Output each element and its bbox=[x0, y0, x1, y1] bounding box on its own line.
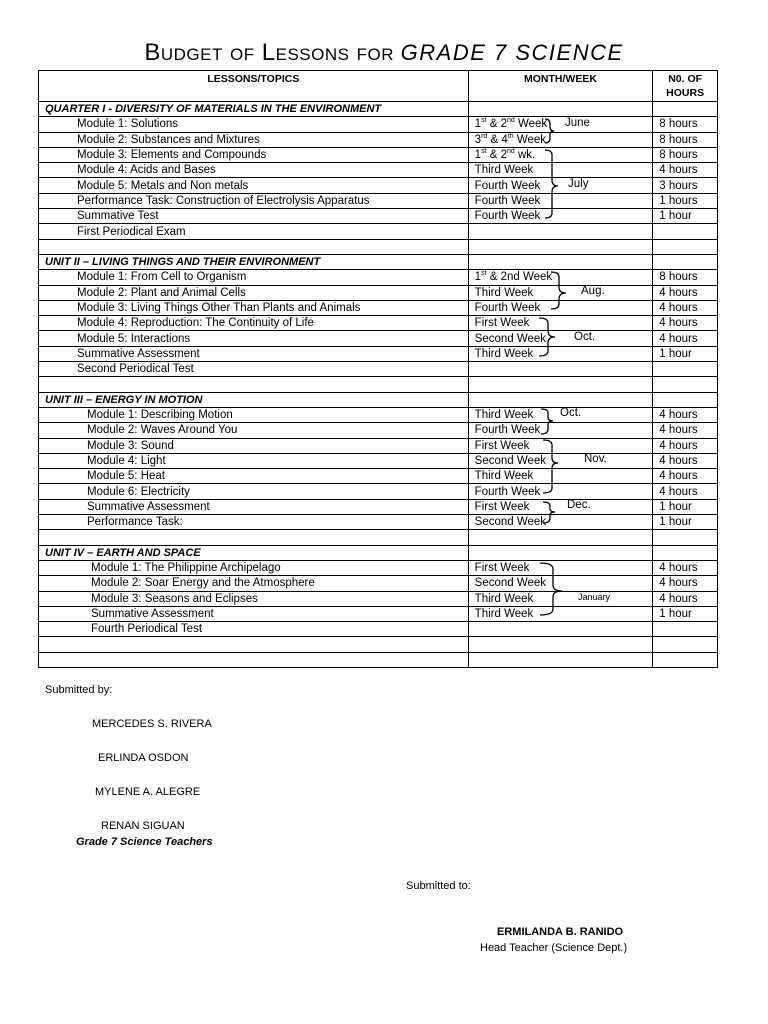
table-row bbox=[39, 147, 718, 162]
table-row bbox=[39, 560, 718, 575]
hours-cell: 8 hours bbox=[653, 117, 718, 132]
hours-cell: 4 hours bbox=[653, 316, 718, 331]
blank-row bbox=[39, 637, 718, 652]
month-week-cell bbox=[468, 530, 653, 545]
hours-cell bbox=[653, 377, 718, 392]
topic-cell bbox=[39, 637, 469, 652]
month-label-january: January bbox=[578, 592, 611, 602]
blank-row bbox=[39, 652, 718, 667]
teacher-1: MERCEDES S. RIVERA bbox=[92, 718, 212, 730]
hours-cell: 4 hours bbox=[653, 469, 718, 484]
topic-cell bbox=[39, 377, 469, 392]
hours-cell: 4 hours bbox=[653, 285, 718, 300]
month-label-dec: Dec. bbox=[567, 499, 591, 511]
submitted-to-label: Submitted to: bbox=[406, 880, 471, 892]
hours-cell: 4 hours bbox=[653, 484, 718, 499]
table-row bbox=[39, 606, 718, 621]
topic-cell: Module 2: Substances and Mixtures bbox=[39, 132, 469, 147]
month-week-cell bbox=[468, 239, 653, 254]
month-week-cell: First Week bbox=[468, 499, 653, 514]
submitted-by-label: Submitted by: bbox=[45, 684, 113, 696]
hours-cell bbox=[653, 637, 718, 652]
table-row bbox=[39, 622, 718, 637]
month-week-cell: 1st & 2nd Week bbox=[468, 270, 653, 285]
table-row bbox=[39, 270, 718, 285]
month-week-cell bbox=[468, 362, 653, 377]
topic-cell bbox=[39, 239, 469, 254]
page-title bbox=[0, 38, 768, 68]
topic-cell: Summative Test bbox=[39, 209, 469, 224]
month-week-cell: Fourth Week bbox=[468, 423, 653, 438]
header-hours bbox=[653, 71, 718, 102]
teacher-3: MYLENE A. ALEGRE bbox=[95, 786, 201, 798]
topic-cell: Module 2: Waves Around You bbox=[39, 423, 469, 438]
topic-cell: Module 3: Sound bbox=[39, 438, 469, 453]
topic-cell: Module 2: Soar Energy and the Atmosphere bbox=[39, 576, 469, 591]
header-hours-line2: HOURS bbox=[666, 87, 705, 99]
hours-cell bbox=[653, 530, 718, 545]
month-week-cell: Fourth Week bbox=[468, 193, 653, 208]
month-week-cell bbox=[468, 652, 653, 667]
topic-cell: Fourth Periodical Test bbox=[39, 622, 469, 637]
hours-cell bbox=[653, 102, 718, 117]
table-row bbox=[39, 193, 718, 208]
table-row bbox=[39, 163, 718, 178]
blank-row bbox=[39, 530, 718, 545]
topic-cell: Performance Task: Construction of Electrolysis Apparatus bbox=[39, 193, 469, 208]
title-part2: GRADE 7 SCIENCE bbox=[400, 40, 624, 65]
title-part1: Budget of Lessons for bbox=[144, 39, 395, 66]
section-row bbox=[39, 254, 718, 269]
hours-cell bbox=[653, 545, 718, 560]
hours-cell: 1 hour bbox=[653, 209, 718, 224]
table-row bbox=[39, 453, 718, 468]
table-row bbox=[39, 178, 718, 193]
section-row bbox=[39, 102, 718, 117]
topic-cell: Module 4: Acids and Bases bbox=[39, 163, 469, 178]
table-row bbox=[39, 362, 718, 377]
topic-cell: Module 3: Seasons and Eclipses bbox=[39, 591, 469, 606]
hours-cell: 1 hour bbox=[653, 499, 718, 514]
hours-cell: 4 hours bbox=[653, 163, 718, 178]
table-row bbox=[39, 469, 718, 484]
month-week-cell: Fourth Week bbox=[468, 484, 653, 499]
hours-cell: 3 hours bbox=[653, 178, 718, 193]
month-week-cell: Second Week bbox=[468, 576, 653, 591]
hours-cell: 4 hours bbox=[653, 438, 718, 453]
topic-cell: QUARTER I - DIVERSITY OF MATERIALS IN THE ENVIRONMENT bbox=[39, 102, 469, 117]
table-row bbox=[39, 484, 718, 499]
hours-cell bbox=[653, 652, 718, 667]
month-week-cell: 3rd & 4th Week bbox=[468, 132, 653, 147]
header-month-week: MONTH/WEEK bbox=[468, 71, 653, 102]
month-week-cell: Fourth Week bbox=[468, 300, 653, 315]
hours-cell: 4 hours bbox=[653, 331, 718, 346]
table-row bbox=[39, 515, 718, 530]
table-row bbox=[39, 576, 718, 591]
hours-cell: 1 hour bbox=[653, 515, 718, 530]
hours-cell bbox=[653, 224, 718, 239]
topic-cell: Performance Task: bbox=[39, 515, 469, 530]
blank-row bbox=[39, 239, 718, 254]
month-label-july: July bbox=[568, 178, 589, 190]
month-week-cell bbox=[468, 254, 653, 269]
month-week-cell: Third Week bbox=[468, 285, 653, 300]
hours-cell: 4 hours bbox=[653, 591, 718, 606]
hours-cell: 8 hours bbox=[653, 132, 718, 147]
teachers-role: Grade 7 Science Teachers bbox=[76, 836, 213, 848]
table-row bbox=[39, 331, 718, 346]
month-week-cell: Second Week bbox=[468, 331, 653, 346]
hours-cell: 4 hours bbox=[653, 560, 718, 575]
month-week-cell: Second Week bbox=[468, 515, 653, 530]
month-week-cell: Fourth Week bbox=[468, 209, 653, 224]
topic-cell: UNIT III – ENERGY IN MOTION bbox=[39, 392, 469, 407]
hours-cell: 1 hours bbox=[653, 193, 718, 208]
hours-cell bbox=[653, 239, 718, 254]
month-week-cell: 1st & 2nd Week bbox=[468, 117, 653, 132]
topic-cell: Module 5: Interactions bbox=[39, 331, 469, 346]
topic-cell: Module 1: Describing Motion bbox=[39, 407, 469, 422]
month-week-cell: Fourth Week bbox=[468, 178, 653, 193]
month-label-nov: Nov. bbox=[584, 453, 607, 465]
topic-cell: Summative Assessment bbox=[39, 606, 469, 621]
table-row bbox=[39, 407, 718, 422]
table-row bbox=[39, 285, 718, 300]
month-week-cell: First Week bbox=[468, 438, 653, 453]
hours-cell bbox=[653, 254, 718, 269]
month-week-cell: Third Week bbox=[468, 407, 653, 422]
topic-cell: Module 3: Elements and Compounds bbox=[39, 147, 469, 162]
month-week-cell bbox=[468, 102, 653, 117]
section-row bbox=[39, 545, 718, 560]
month-week-cell bbox=[468, 545, 653, 560]
table-row bbox=[39, 499, 718, 514]
month-week-cell bbox=[468, 377, 653, 392]
month-week-cell: Second Week bbox=[468, 453, 653, 468]
hours-cell: 4 hours bbox=[653, 576, 718, 591]
month-week-cell bbox=[468, 224, 653, 239]
table-row bbox=[39, 346, 718, 361]
month-week-cell: Third Week bbox=[468, 163, 653, 178]
table-row bbox=[39, 209, 718, 224]
topic-cell: Module 5: Metals and Non metals bbox=[39, 178, 469, 193]
topic-cell: Module 4: Reproduction: The Continuity of Life bbox=[39, 316, 469, 331]
month-week-cell: Third Week bbox=[468, 591, 653, 606]
month-week-cell: 1st & 2nd wk. bbox=[468, 147, 653, 162]
topic-cell: First Periodical Exam bbox=[39, 224, 469, 239]
table-row bbox=[39, 132, 718, 147]
topic-cell: Module 6: Electricity bbox=[39, 484, 469, 499]
header-topics: LESSONS/TOPICS bbox=[39, 71, 469, 102]
month-week-cell: Third Week bbox=[468, 606, 653, 621]
hours-cell: 4 hours bbox=[653, 407, 718, 422]
month-week-cell bbox=[468, 392, 653, 407]
hours-cell: 4 hours bbox=[653, 300, 718, 315]
topic-cell: Module 4: Light bbox=[39, 453, 469, 468]
month-week-cell bbox=[468, 637, 653, 652]
month-week-cell: Third Week bbox=[468, 469, 653, 484]
table-row bbox=[39, 224, 718, 239]
month-label-aug: Aug. bbox=[581, 285, 605, 297]
topic-cell bbox=[39, 652, 469, 667]
month-week-cell: Third Week bbox=[468, 346, 653, 361]
hours-cell: 1 hour bbox=[653, 346, 718, 361]
month-week-cell: First Week bbox=[468, 316, 653, 331]
head-teacher-name: ERMILANDA B. RANIDO bbox=[497, 926, 624, 938]
topic-cell: Second Periodical Test bbox=[39, 362, 469, 377]
hours-cell: 1 hour bbox=[653, 606, 718, 621]
table-body bbox=[39, 102, 718, 668]
table-row bbox=[39, 300, 718, 315]
teacher-2: ERLINDA OSDON bbox=[98, 752, 189, 764]
topic-cell: Module 2: Plant and Animal Cells bbox=[39, 285, 469, 300]
hours-cell: 4 hours bbox=[653, 423, 718, 438]
table-row bbox=[39, 591, 718, 606]
hours-cell: 4 hours bbox=[653, 453, 718, 468]
teacher-4: RENAN SIGUAN bbox=[101, 820, 185, 832]
table-row bbox=[39, 438, 718, 453]
topic-cell: UNIT IV – EARTH AND SPACE bbox=[39, 545, 469, 560]
hours-cell: 8 hours bbox=[653, 270, 718, 285]
table-row bbox=[39, 423, 718, 438]
month-label-oct-unit2: Oct. bbox=[574, 331, 596, 343]
topic-cell bbox=[39, 530, 469, 545]
table-row bbox=[39, 117, 718, 132]
table-header-row bbox=[39, 71, 718, 102]
blank-row bbox=[39, 377, 718, 392]
month-week-cell: First Week bbox=[468, 560, 653, 575]
topic-cell: Module 1: The Philippine Archipelago bbox=[39, 560, 469, 575]
head-teacher-role: Head Teacher (Science Dept.) bbox=[480, 942, 628, 954]
month-label-june: June bbox=[565, 117, 590, 129]
hours-cell bbox=[653, 392, 718, 407]
month-label-oct-unit3: Oct. bbox=[560, 407, 582, 419]
topic-cell: Module 1: From Cell to Organism bbox=[39, 270, 469, 285]
topic-cell: Summative Assessment bbox=[39, 499, 469, 514]
budget-table bbox=[38, 70, 718, 668]
topic-cell: Module 1: Solutions bbox=[39, 117, 469, 132]
topic-cell: Summative Assessment bbox=[39, 346, 469, 361]
topic-cell: UNIT II – LIVING THINGS AND THEIR ENVIRONMENT bbox=[39, 254, 469, 269]
hours-cell bbox=[653, 622, 718, 637]
header-hours-line1: N0. OF bbox=[668, 73, 703, 85]
topic-cell: Module 3: Living Things Other Than Plants and Animals bbox=[39, 300, 469, 315]
hours-cell: 8 hours bbox=[653, 147, 718, 162]
hours-cell bbox=[653, 362, 718, 377]
section-row bbox=[39, 392, 718, 407]
table-row bbox=[39, 316, 718, 331]
topic-cell: Module 5: Heat bbox=[39, 469, 469, 484]
month-week-cell bbox=[468, 622, 653, 637]
